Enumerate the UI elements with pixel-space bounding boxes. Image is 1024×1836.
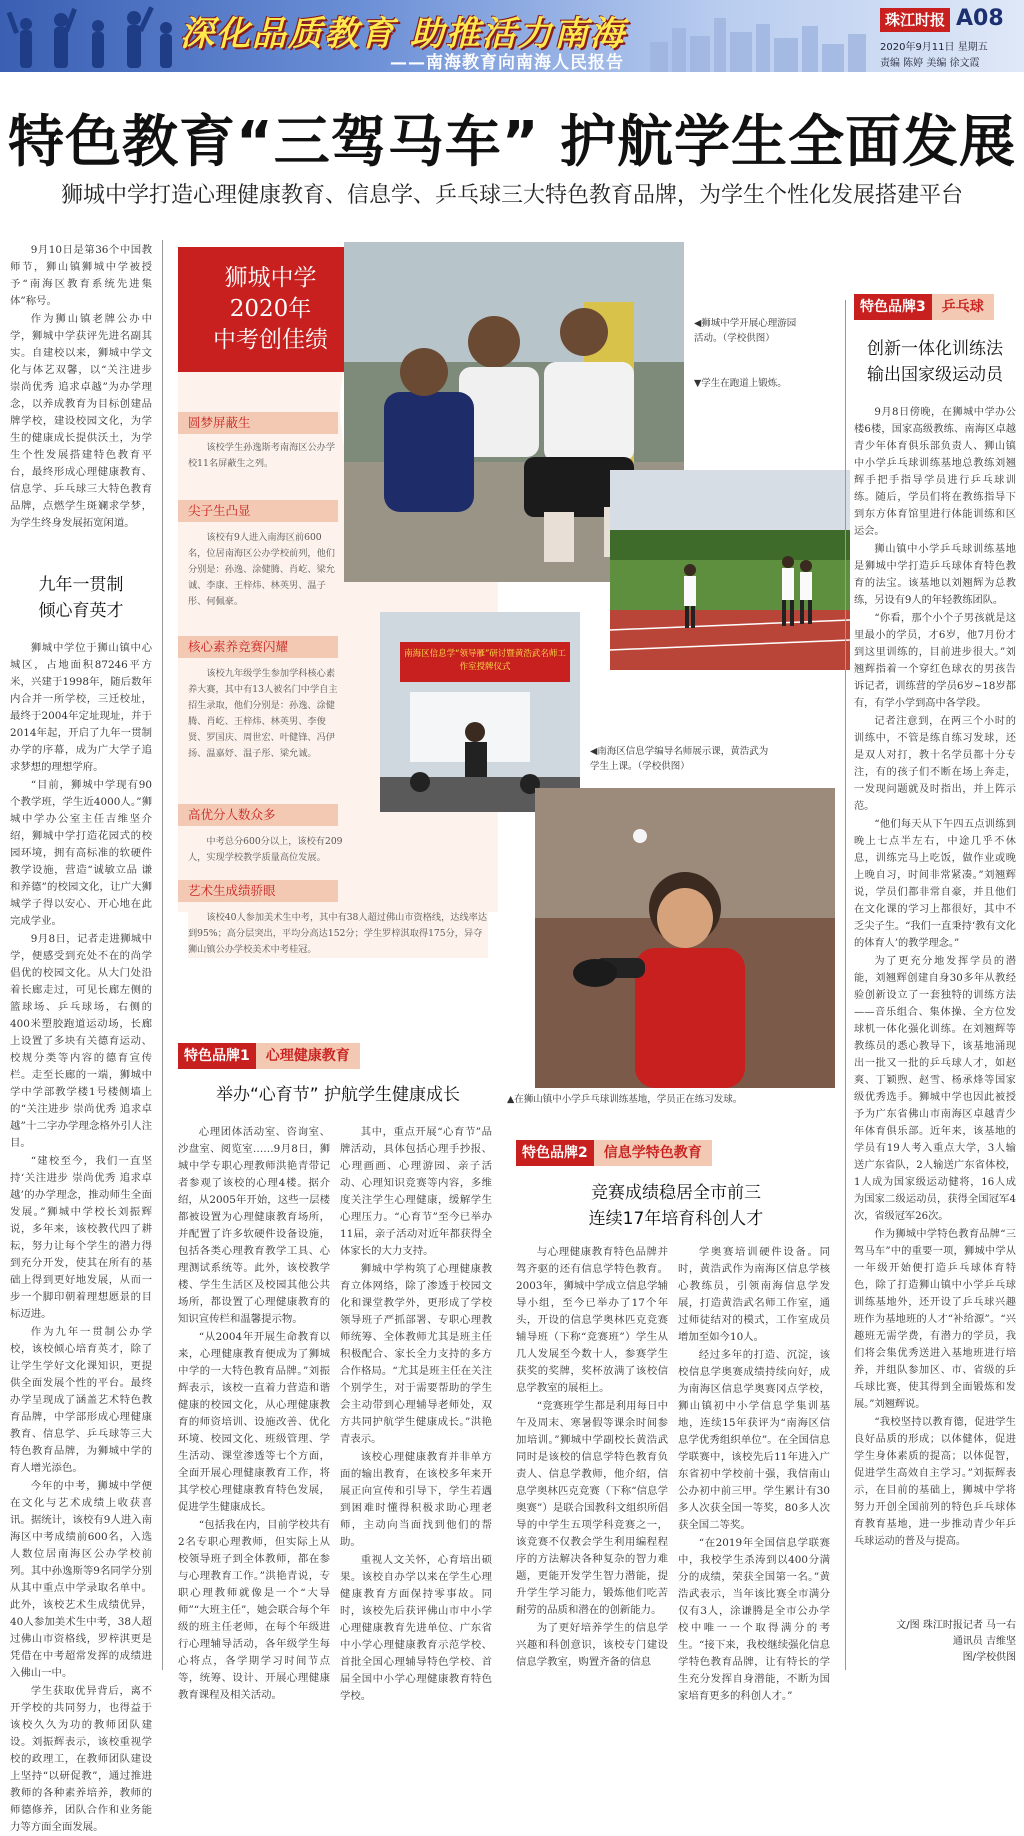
brand3-tag-number: 特色品牌3	[854, 294, 932, 320]
body-paragraph: 作为九年一贯制公办学校，该校倾心培育英才，除了让学生学好文化课知识，更提供全面发展个性的平台。最终办学呈现成了涵盖艺术特色教育品牌，中学部形成心理健康教育、信息学、乒乓球等三大特色教育品牌，为狮城中学的育人增光添色。	[10, 1326, 152, 1474]
achievements-title-line: 2020年	[229, 296, 312, 322]
achievements-title-line: 中考创佳绩	[213, 327, 328, 353]
brand2-title	[516, 1180, 836, 1232]
classroom-illustration	[380, 612, 580, 812]
body-paragraph: “包括我在内，目前学校共有2名专职心理教师，但实际上从校领导班子到全体教师，都在参与心理教育工作。”洪艳青说，专职心理教师就像是一个“大导师”“大班主任”，她会联合每个年级的班主任老师，在每个年级进行心理辅导活动，各年级学生每心将点，各学期学习时间节点等，统筹、设计、开展心理健康教育课程及相关活动。	[178, 1519, 330, 1701]
achievements-title-line: 狮城中学	[224, 265, 317, 291]
achievements-title-box	[178, 247, 363, 372]
track-runners-illustration	[610, 470, 850, 670]
brand2-tag-number: 特色品牌2	[516, 1140, 594, 1166]
body-paragraph: 为了更好培养学生的信息学兴趣和科创意识，该校专门建设信息学教室，购置齐备的信息	[516, 1622, 668, 1668]
photo-caption: ▲在狮山镇中小学乒乓球训练基地，学员正在练习发球。	[507, 1094, 743, 1105]
section-title-nine-year	[10, 572, 152, 624]
body-paragraph: “在2019年全国信息学联赛中，我校学生杀涛到以400分满分的成绩，荣获全国第一名。”黄浩武表示，当年该比赛全市满分仅有3人，涂谦腾是全市公办学校中唯一一个取得满分的考生。“接下来，我校继续强化信息学特色教育品牌，让有特长的学生充分发挥自身潜能，不断为国家培育更多的科创人才。”	[678, 1537, 830, 1702]
body-paragraph: 狮城中学构筑了心理健康教育立体网络，除了渗透于校园文化和课堂教学外，更形成了学校领导班子严抓部署、专职心理教师统筹、全体教师尤其是班主任积极配合、家长全力支持的多方合作格局。“尤其是班主任在关注个别学生，对于需要帮助的学生会主动带到心理辅导老师处，双方共同护航学生健康成长。”洪艳青表示。	[340, 1263, 492, 1445]
brand2-title-line: 竞赛成绩稳居全市前三	[591, 1183, 761, 1203]
table-tennis-boy-illustration	[535, 788, 835, 1088]
highlight-title: 艺术生成绩骄眼	[178, 880, 338, 902]
body-paragraph: 重视人文关怀，心育培出硕果。该校自办学以来在学生心理健康教育方面保持零事故。同时，该校先后获评佛山市中小学心理健康教育先进单位、广东省中小学心理健康教育示范学校、首批全国心理辅导特色学校、首届全国中小学心理健康教育特色学校。	[340, 1554, 492, 1702]
body-paragraph: 9月8日，记者走进狮城中学，便感受到充处不在的尚学倡优的校园文化。从大门处沿着长廊走过，可见长廊左侧的篮球场、乒乓球场，右侧的400米塑胶跑道运动场，长廊上设置了多块有关德育运动、校规分类等内容的德育宣传栏。走至长廊的一端，狮城中学中学部教学楼1号楼侧墙上的“关注进步 崇尚优秀 追求卓越”十二字办学理念格外引人注目。	[10, 933, 152, 1149]
body-paragraph: 其中，重点开展“心育节”品牌活动，具体包括心理手抄报、心理画画、心理游园、亲子活动、心理知识竞赛等内容，多维度关注学生心理健康，缓解学生心理压力。“心育节”至今已举办11届，亲子活动对近年都获得全体家长的大力支持。	[340, 1126, 492, 1257]
column-divider	[162, 240, 163, 1670]
photo-caption: ◀狮城中学开展心理游园活动。（学校供图）	[694, 318, 797, 344]
brand3-title-line: 创新一体化训练法	[867, 339, 1003, 359]
brand2-column-1	[516, 1244, 668, 1672]
highlight-body: 该校学生孙逸斯考南海区公办学校11名屏蔽生之列。	[188, 442, 336, 469]
nine-year-column	[10, 640, 152, 1833]
brand3-column	[854, 404, 1016, 1592]
body-paragraph: 狮城中学位于狮山镇中心城区，占地面积87246平方米，兴建于1998年，随后数年内合并一所学校，三迁校址，最终于2004年定址现址，并于2014年起，开启了九年一贯制办学的序幕，成为广大学子追求梦想的理想学府。	[10, 642, 152, 773]
body-paragraph: 作为狮城中学特色教育品牌“三驾马车”中的重要一项，狮城中学从一年级开始便打造乒乓球体育特色，除了打造狮山镇中小学乒乓球训练基地外，还开设了乒乓球兴趣班作为基地班的人才“补给源”。“兴趣班无需学费，有潜力的学员，我们将会集优秀送进入基地班进行培养，并组队参加区、市、省级的乒乓球比赛，使其得到全面锻炼和发展。”刘翘辉说。	[854, 1229, 1016, 1410]
photo-caption: ▼学生在跑道上锻炼。	[694, 378, 787, 389]
body-paragraph: 与心理健康教育特色品牌并驾齐驱的还有信息学特色教育。2003年，狮城中学成立信息学辅导小组，至今已举办了17个年头，开设的信息学奥林匹克竞赛辅导班（下称“竞赛班”）学生从几人发展至今数十人，参赛学生获奖的奖牌，奖杯放满了该校信息学教室的展柜上。	[516, 1246, 668, 1394]
body-paragraph: “你看，那个小个子男孩就是这里最小的学员，才6岁，他7月份才到这里训练的，目前进步很大。”刘翘辉指着一个穿红色球衣的男孩告诉记者，训练营的学员6岁~18岁都有，有学小学到高中各学段。	[854, 613, 1016, 709]
brand2-column-2	[678, 1244, 830, 1702]
intro-column	[10, 242, 152, 532]
body-paragraph: 该校心理健康教育并非单方面的输出教育，在该校多年来开展正向宣传和引导下，学生若遇到困难时懂得积极求助心理老师，主动向当面找到他们的帮助。	[340, 1451, 492, 1548]
brand1-tag	[178, 1043, 360, 1069]
photo-track-training	[610, 470, 850, 670]
body-paragraph: 学奥赛培训硬件设备。同时，黄浩武作为南海区信息学核心教练员，引领南海信息学发展，打造黄浩武名师工作室，通过师徒结对的模式，工作室成员增加至如今10人。	[678, 1246, 830, 1343]
column-divider	[845, 300, 846, 1670]
body-paragraph: “他们每天从下午四五点训练到晚上七点半左右，中途几乎不休息，训练完马上吃饭，做作业或晚上晚自习，时间非常紧凑。”刘翘辉说，学员们都非常自豪，并且他们在文化课的学习上都很好，其中不乏尖子生。“我们一直秉持‘教有文化的体育人’的教学理念。”	[854, 819, 1016, 949]
brand3-title-line: 输出国家级运动员	[867, 365, 1003, 385]
section-title-line: 倾心育英才	[38, 601, 124, 621]
brand3-tag-name: 乒乓球	[932, 294, 994, 320]
paper-logo: 珠江时报	[880, 8, 950, 32]
byline-line: 文/图 珠江时报记者 马一右	[896, 1620, 1016, 1631]
body-paragraph: 为了更充分地发挥学员的潜能，刘翘辉创建自身30多年从教经验创新设立了一套独特的训练方法——音乐组合、集体操、全方位发球机一体化强化训练。在刘翘辉等教练员的悉心教导下，该基地涌现出一批又一批的乒乓球人才，如赵爽、丁颖煦、赵雪、杨承烽等国家级优秀选手。狮城中学也因此被授予为广东省佛山市南海区卓越青少年体育俱乐部。近年来，该基地的学员有19人考入重点大学，3人输送广东省队，2人输送广东省体校，1人成为国家级运动健将，16人成为国家二级运动员，获得全国冠军4次，省级冠军26次。	[854, 956, 1016, 1222]
body-paragraph: 今年的中考，狮城中学便在文化与艺术成绩上收获喜讯。据统计，该校有9人进入南海区中考成绩前600名，入选人数位居南海区公办学校前列。其中孙逸斯等9名同学分别从其中重点中学录取名单中。此外，该校艺术生成绩优异，40人参加美术生中考，38人超过佛山市资格线，罗梓淇更是凭借在中考超常发挥的成绩进入佛山一中。	[10, 1480, 152, 1679]
highlight-title: 圆梦屏蔽生	[178, 412, 338, 434]
banner-sign-text: 南海区信息学“领导雁”研讨暨黄浩武名师工作室授牌仪式	[404, 649, 566, 672]
highlight-title: 高优分人数众多	[178, 804, 338, 826]
brand1-column-2	[340, 1124, 492, 1702]
banner-subtitle: ——南海教育向南海人民报告	[390, 53, 624, 73]
highlight-body: 该校九年级学生参加学科核心素养大赛，其中有13人被名门中学自主招生录取，他们分别是：孙逸、涂健腾、肖屹、王梓炜、林英男、李俊贤、罗国庆、周世宏、叶健锋、冯伊扬、温嘉妤、温子彤、梁允诚。	[188, 668, 338, 759]
editors: 责编 陈婷 美编 徐文霞	[880, 58, 980, 69]
intro-paragraph: 9月10日是第36个中国教师节，狮山镇狮城中学被授予“南海区教育系统先进集体”称号。	[10, 244, 152, 307]
intro-paragraph: 作为狮山镇老牌公办中学，狮城中学获评先进名副其实。自建校以来，狮城中学文化与体艺双馨，以“关注进步 崇尚优秀 追求卓越”为办学理念，以养成教育为目标创建品牌学校，建设校园文化，为学生的健康成长提供沃土，为学生个性发展搭建特色教育平台，最终形成心理健康教育、信息学、乒乓球三大特色教育品牌，点燃学生斑斓求学梦，为学生终身发展拓宽闲道。	[10, 313, 152, 529]
banner-title: 深化品质教育 助推活力南海	[180, 14, 626, 54]
photo-caption: ◀南海区信息学编导名师展示课，黄浩武为学生上课。（学校供图）	[590, 746, 769, 772]
body-paragraph: 心理团体活动室、咨询室、沙盘室、阅览室……9月8日，狮城中学专职心理教师洪艳青带记者参观了该校的心理4楼。据介绍，从2005年开始，这些一层楼都被设置为心理健康教育场所，并配置了许多软硬件设备设施，包括各类心理教育教学工具、心理测试系统等。此外，该校教学楼、学生生活区及校园其他公共场所，都设置了心理健康教育的知识宣传栏和温馨提示物。	[178, 1126, 330, 1325]
header-banner	[0, 0, 1024, 72]
body-paragraph: “竞赛班学生都是利用每日中午及周末、寒暑假等课余时间参加培训。”狮城中学副校长黄浩武同时是该校的信息学特色教育负责人、信息学教师，他介绍，信息学奥林匹克竞赛（下称“信息学奥赛”）是联合国教科文组织所倡导的中学生五项学科竞赛之一，该竞赛不仅教会学生利用编程程序的方法解决各种复杂的智力难题，更能开发学生智力潜能，提升学生学习能力，锻炼他们吃苦耐劳的品质和潜在的创新能力。	[516, 1400, 668, 1616]
body-paragraph: “目前，狮城中学现有90个教学班，学生近4000人。”狮城中学办公室主任吉维坚介绍，狮城中学打造花园式的校园环境，拥有高标准的软硬件教学设施，营造“诚敏立品 谦和养德”的校园文化，让广大狮城学子得以安心、开心地在此完成学业。	[10, 779, 152, 927]
cheering-students-icon	[6, 6, 181, 68]
photo-table-tennis	[535, 788, 835, 1088]
body-paragraph: “从2004年开展生命教育以来，心理健康教育便成为了狮城中学的一大特色教育品牌。”刘振辉表示，该校一直着力营造和谐健康的校园文化，从心理健康教育的师资培训、设施改善、优化环境、校园文化、班级管理、学生活动、课堂渗透等七个方面，全面开展心理健康教育工作，将其学校心理健康教育特色发展，促进学生健康成长。	[178, 1331, 330, 1513]
issue-date: 2020年9月11日 星期五	[880, 42, 988, 53]
body-paragraph: 学生获取优异背后，离不开学校的共同努力，也得益于该校久久为功的教师团队建设。刘振辉表示，该校重视学校的政理工，在教师团队建设上坚持“以研促教”，通过推进教师的各种素养培养，教师的师德修养，团队合作和业务能力等方面全面发展。	[10, 1685, 152, 1833]
body-paragraph: “建校至今，我们一直坚持‘关注进步 崇尚优秀 追求卓越’的办学理念，推动师生全面发展。”狮城中学校长刘振辉说，多年来，该校教代四了耕耘，努力让每个学生的潜力得到充分开发，使其在所有的基础上得到更好地发展，从而一步一个脚印朝着理想愿景的目标迈进。	[10, 1155, 152, 1320]
brand3-tag	[854, 294, 994, 320]
page-number: A08	[956, 6, 1004, 31]
brand1-tag-number: 特色品牌1	[178, 1043, 256, 1069]
body-paragraph: “我校坚持以教育德，促进学生良好品质的形成；以体健体，促进学生身体素质的提高；以体促智，促进学生高效自主学习。”刘振辉表示，在目前的基础上，狮城中学将努力开创全国前列的特色乒乓球体育教育基地，进一步推动青少年乒乓球运动的普及与提高。	[854, 1417, 1016, 1547]
section-title-line: 九年一贯制	[38, 575, 124, 595]
city-skyline-icon	[650, 8, 870, 72]
brand1-title: 举办“心育节” 护航学生健康成长	[215, 1085, 461, 1105]
brand1-column-1	[178, 1124, 330, 1701]
brand2-tag	[516, 1140, 712, 1166]
sub-headline: 狮城中学打造心理健康教育、信息学、乒乓球三大特色教育品牌，为学生个性化发展搭建平台	[60, 183, 963, 208]
highlight-body: 中考总分600分以上，该校有209人，实现学校教学质量高位发展。	[188, 836, 343, 863]
body-paragraph: 经过多年的打造、沉淀，该校信息学奥赛成绩持续向好，成为南海区信息学奥赛冈点学校，狮山镇初中小学信息学集训基地，连续15年获评为“南海区信息学优秀组织单位”。在全国信息学联赛中，该校先后11年进入广东省初中学校前十强，我信南山公办初中前三甲。学生累计有30多人次获全国一等奖，80多人次获全国二等奖。	[678, 1349, 830, 1531]
highlight-body: 该校有9人进入南海区前600名，位居南海区公办学校前列，他们分别是：孙逸、涂健腾、肖屹、梁允诚、李康、王梓炜、林英男、温子彤、何佩豪。	[188, 532, 335, 607]
highlight-title: 尖子生凸显	[178, 500, 338, 522]
photo-classroom	[380, 612, 580, 812]
body-paragraph: 9月8日傍晚，在狮城中学办公楼6楼，国家高级教练、南海区卓越青少年体育俱乐部负责人、狮山镇中小学乒乓球训练基地总教练刘翘辉手把手指导学员进行乒乓球训练。随后，学员们将在教练指导下到东方体育馆里进行体能训练和区运会。	[854, 407, 1016, 537]
body-paragraph: 狮山镇中小学乒乓球训练基地是狮城中学打造乒乓球体育特色教育的法宝。该基地以刘翘辉为总教练，另设有9人的年轻教练团队。	[854, 544, 1016, 606]
main-headline: 特色教育“三驾马车” 护航学生全面发展	[7, 110, 1017, 175]
brand3-title	[854, 336, 1016, 388]
byline-line: 图/学校供图	[962, 1652, 1016, 1663]
byline-line: 通讯员 吉维坚	[952, 1636, 1016, 1647]
brand2-title-line: 连续17年培育科创人才	[588, 1209, 764, 1229]
byline	[854, 1618, 1016, 1666]
highlight-title: 核心素养竞赛闪耀	[178, 636, 338, 658]
highlight-body: 该校40人参加美术生中考，其中有38人超过佛山市资格线，达线率达到95%；高分层突出，平均分高达152分；学生罗梓淇取得175分，异夺狮山镇公办学校美术中考桂冠。	[188, 910, 488, 958]
body-paragraph: 记者注意到，在两三个小时的训练中，不管是练自练习发球，还是双人对打，教十名学员都十分专注，有的孩子们不断在场上奔走，一发现问题就及时指出，并上阵示范。	[854, 716, 1016, 812]
brand1-tag-name: 心理健康教育	[256, 1043, 360, 1069]
brand2-tag-name: 信息学特色教育	[594, 1140, 712, 1166]
